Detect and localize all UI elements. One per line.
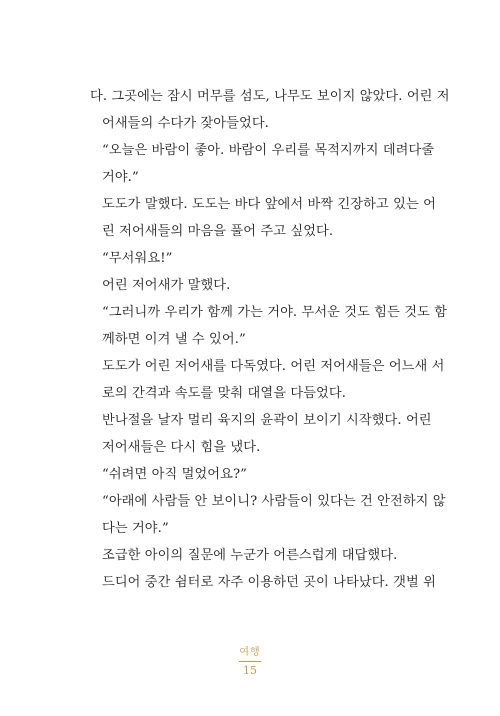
text-line: 린 저어새들의 마음을 풀어 주고 싶었다. [102,224,334,239]
text-line: “아래에 사람들 안 보이니? 사람들이 있다는 건 안전하지 않 [102,494,446,509]
text-line: 거야.” [102,170,139,185]
text-line: 다는 거야.” [102,521,169,536]
text-line: 드디어 중간 쉼터로 자주 이용하던 곳이 나타났다. 갯벌 위 [102,575,436,590]
text-line: “오늘은 바람이 좋아. 바람이 우리를 목적지까지 데려다줄 [102,143,435,158]
text-line: 다. 그곳에는 잠시 머무를 섬도, 나무도 보이지 않았다. 어린 저 [90,89,450,104]
text-line: “쉬려면 아직 멀었어요?” [102,467,247,482]
running-head: 여행 [239,647,261,658]
text-line: 저어새들은 다시 힘을 냈다. [102,440,261,455]
text-line: 반나절을 날자 멀리 육지의 윤곽이 보이기 시작했다. 어린 [102,413,432,428]
text-line: 조급한 아이의 질문에 누군가 어른스럽게 대답했다. [102,548,398,563]
text-line: 께하면 이겨 낼 수 있어.” [102,332,246,347]
footer-divider [239,661,261,662]
text-line: “무서워요!” [102,251,173,266]
page-number: 15 [243,664,257,677]
page-footer [0,647,500,677]
text-line: 도도가 말했다. 도도는 바다 앞에서 바짝 긴장하고 있는 어 [102,197,436,212]
text-line: 도도가 어린 저어새를 다독였다. 어린 저어새들은 어느새 서 [102,359,445,374]
text-line: 어린 저어새가 말했다. [102,278,231,293]
text-line: “그러니까 우리가 함께 가는 거야. 무서운 것도 힘든 것도 함 [102,305,448,320]
text-line: 어새들의 수다가 잦아들었다. [102,116,269,131]
text-line: 로의 간격과 속도를 맞춰 대열을 다듬었다. [102,386,347,401]
